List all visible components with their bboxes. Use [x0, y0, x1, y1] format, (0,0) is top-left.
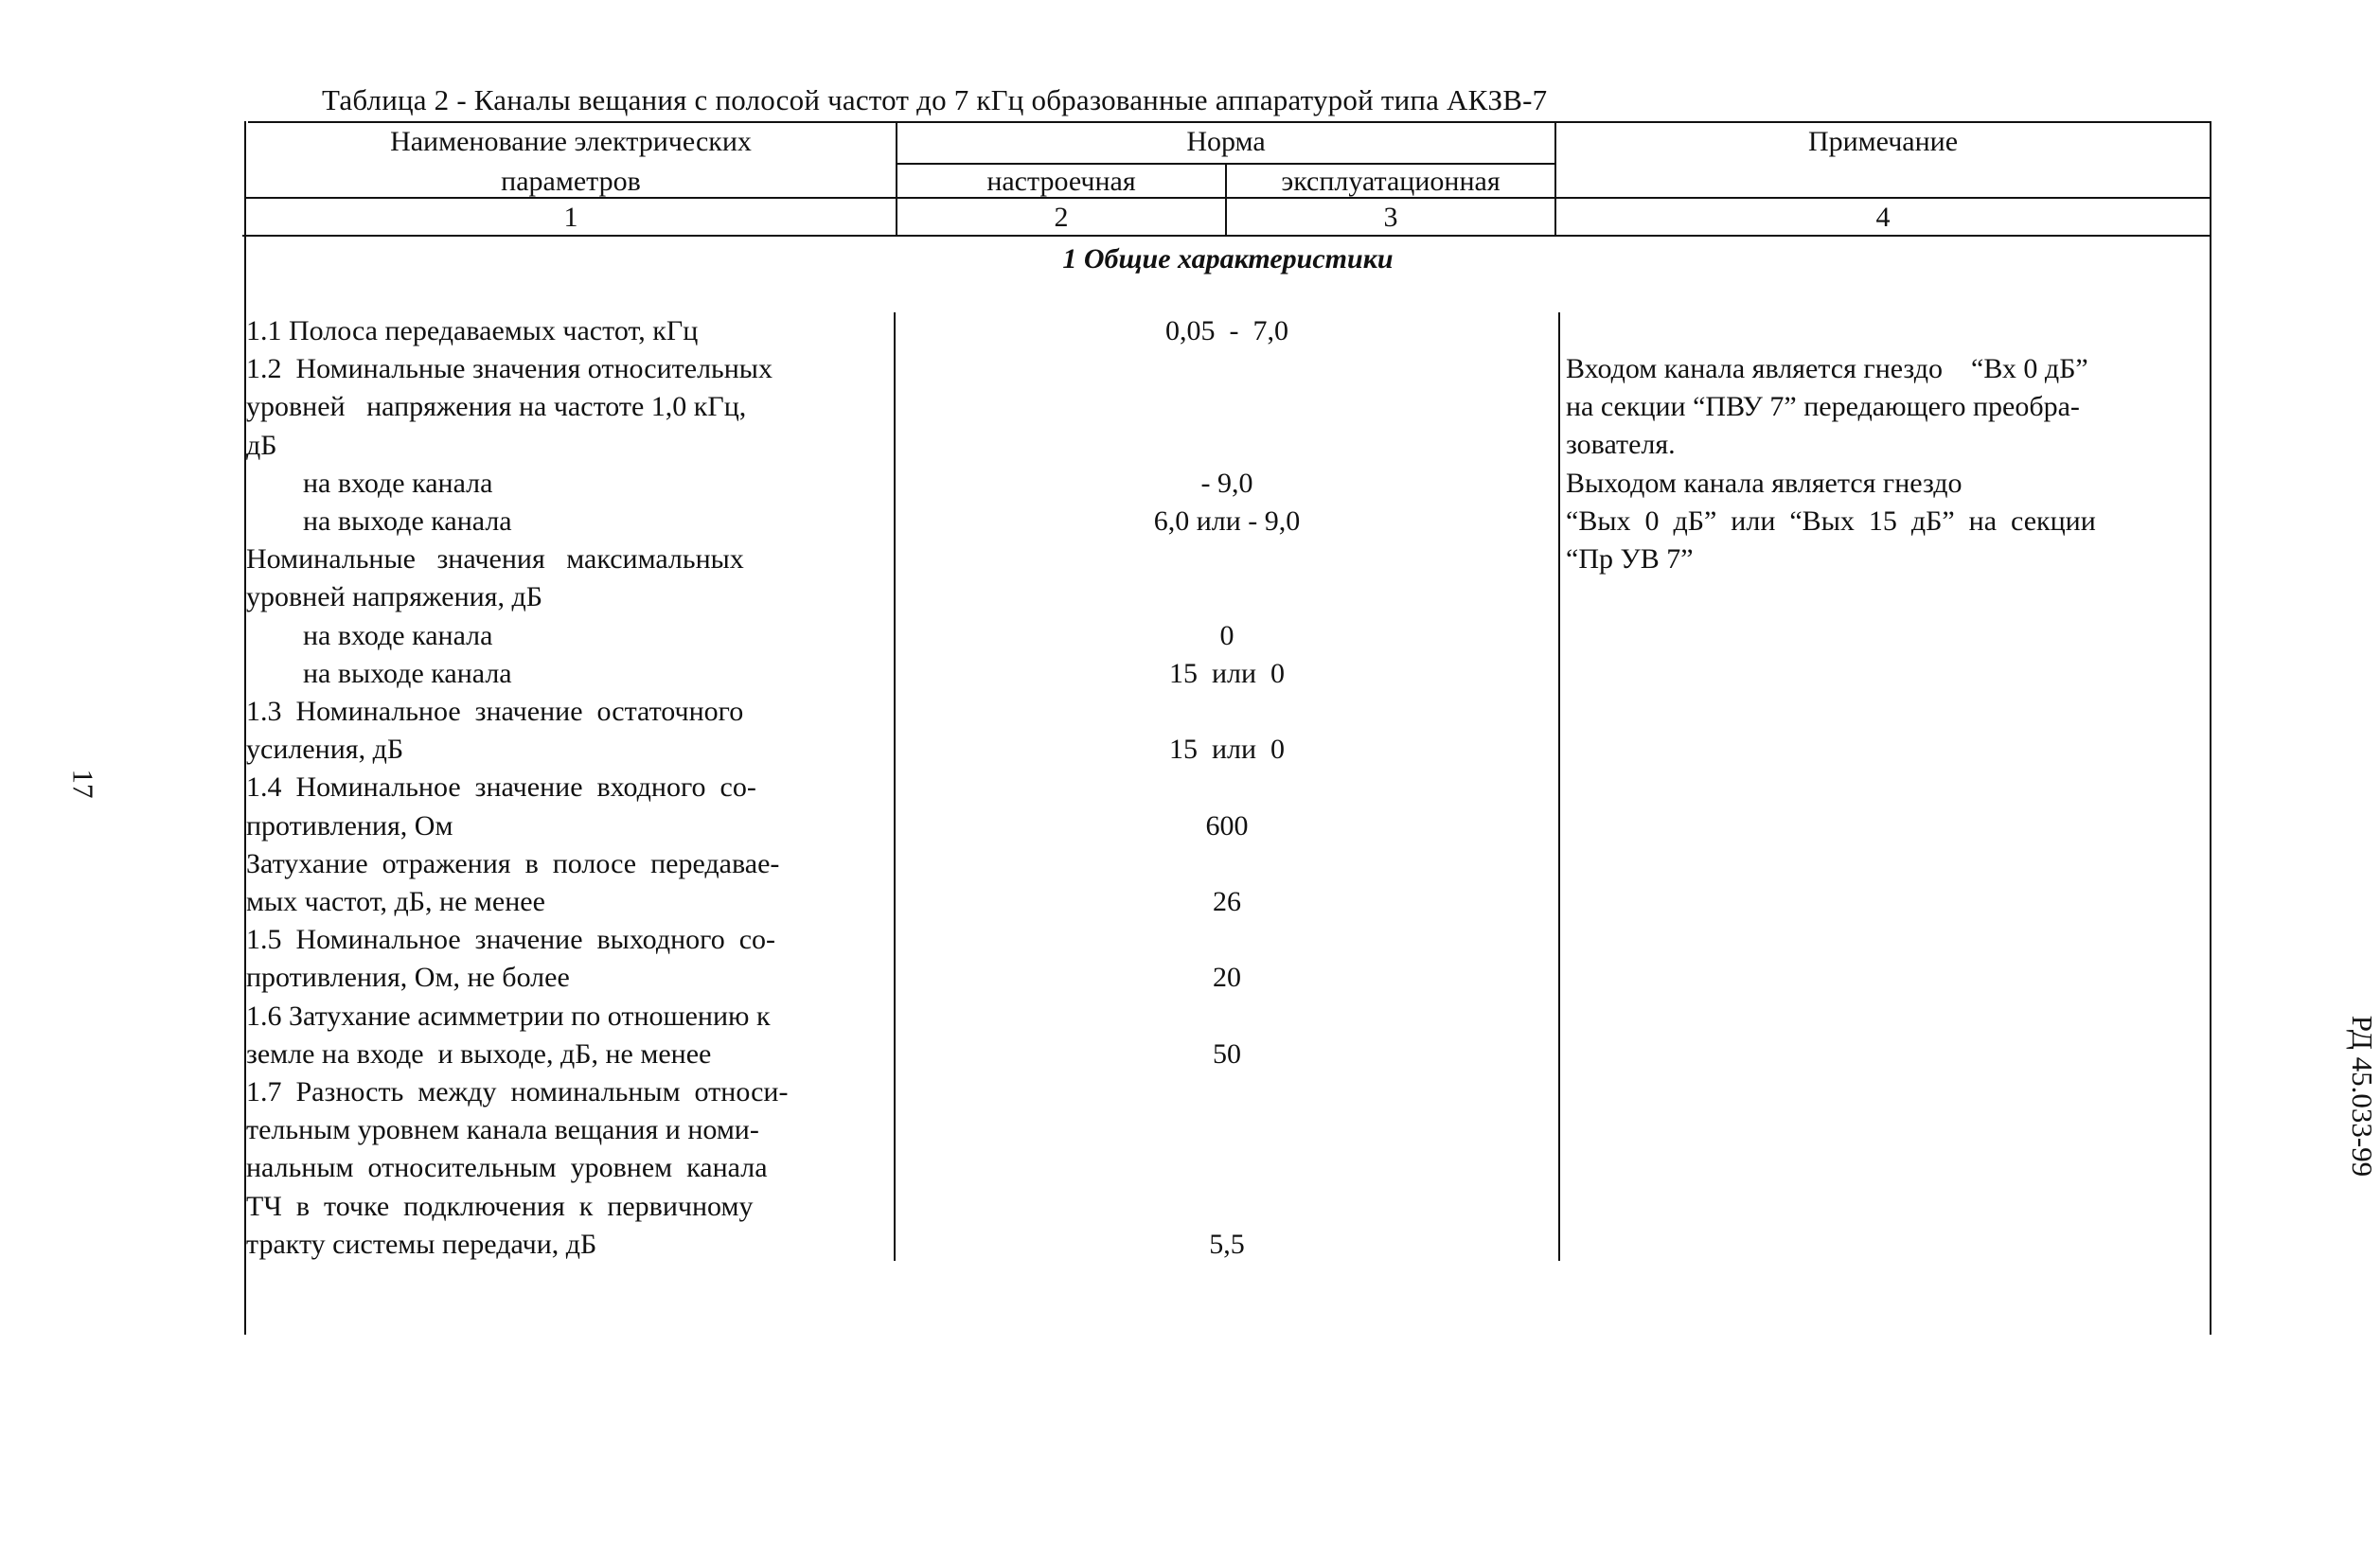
column-number-1: 1	[563, 202, 578, 233]
table-row-param: тельным уровнем канала вещания и номи-	[246, 1114, 759, 1146]
table-row-param: 1.6 Затухание асимметрии по отношению к	[246, 1000, 771, 1032]
table-row-param: на входе канала	[303, 467, 493, 499]
note-line: “Пр УВ 7”	[1566, 543, 1694, 575]
document-code: РД 45.033-99	[2346, 1015, 2380, 1178]
table-row-value: 50	[1213, 1037, 1241, 1070]
table-row-param: на входе канала	[303, 619, 493, 651]
section-title: 1 Общие характеристики	[1062, 243, 1394, 275]
body-col3-divider	[1558, 312, 1560, 1261]
table-right-border	[2210, 121, 2211, 1335]
table-row-param: противления, Ом, не более	[246, 962, 570, 994]
table-row-param: мых частот, дБ, не менее	[246, 886, 545, 917]
table-row-value: 6,0 или - 9,0	[1153, 505, 1301, 537]
note-line: Выходом канала является гнездо	[1566, 467, 1963, 499]
table-row-param: на выходе канала	[303, 657, 512, 689]
table-row-value: 15 или 0	[1168, 657, 1286, 689]
column-number-2: 2	[1054, 202, 1069, 233]
table-row-value: 5,5	[1209, 1228, 1245, 1260]
page-number: 17	[66, 769, 100, 799]
note-line: “Вых 0 дБ” или “Вых 15 дБ” на секции	[1566, 505, 2096, 537]
table-row-param: ТЧ в точке подключения к первичному	[246, 1190, 754, 1222]
table-row-param: 1.1 Полоса передаваемых частот, кГц	[246, 315, 699, 346]
table-row-param: Номинальные значения максимальных	[246, 543, 744, 576]
note-line: зователя.	[1566, 429, 1676, 461]
header-param-line1: Наименование электрических	[390, 126, 752, 157]
table-row-value: - 9,0	[1200, 467, 1253, 499]
table-row-param: усиления, дБ	[246, 734, 404, 766]
table-row-param: 1.2 Номинальные значения относительных	[246, 353, 773, 385]
table-row-value: 0,05 - 7,0	[1165, 315, 1288, 346]
table-row-param: 1.5 Номинальное значение выходного со-	[246, 924, 775, 956]
table-row-param: на выходе канала	[303, 505, 512, 537]
table-row-param: 1.4 Номинальное значение входного со-	[246, 771, 756, 804]
table-row-param: Затухание отражения в полосе передавае-	[246, 847, 780, 879]
table-row-value: 0	[1219, 619, 1234, 651]
table-row-param: 1.3 Номинальное значение остаточного	[246, 696, 744, 727]
table-row-param: нальным относительным уровнем канала	[246, 1152, 768, 1184]
header-norm-setup: настроечная	[986, 166, 1136, 197]
table-row-value: 600	[1205, 809, 1249, 842]
table-row-param: дБ	[246, 429, 277, 461]
header-param-line2: параметров	[501, 166, 641, 197]
table-row-param: противления, Ом	[246, 809, 453, 842]
column-number-3: 3	[1383, 202, 1398, 233]
table-row-param: уровней напряжения на частоте 1,0 кГц,	[246, 391, 747, 423]
table-row-param: 1.7 Разность между номинальным относи-	[246, 1076, 789, 1107]
header-norm-operational: эксплуатационная	[1281, 166, 1501, 197]
table-row-value: 26	[1213, 886, 1241, 917]
table-row-value: 20	[1213, 962, 1241, 994]
table-caption: Таблица 2 - Каналы вещания с полосой частот до 7 кГц образованные аппаратурой типа АКЗВ-7	[322, 83, 1548, 116]
header-note: Примечание	[1807, 126, 1959, 157]
note-line: Входом канала является гнездо “Вх 0 дБ”	[1566, 353, 2088, 384]
table-row-param: земле на входе и выходе, дБ, не менее	[246, 1037, 712, 1070]
header-norm: Норма	[1186, 126, 1266, 157]
body-col1-divider	[894, 312, 896, 1261]
table-row-value: 15 или 0	[1168, 734, 1286, 766]
table-row-param: уровней напряжения, дБ	[246, 581, 542, 613]
note-line: на секции “ПВУ 7” передающего преобра-	[1566, 391, 2080, 423]
column-number-4: 4	[1875, 202, 1891, 233]
table-row-param: тракту системы передачи, дБ	[246, 1228, 597, 1260]
